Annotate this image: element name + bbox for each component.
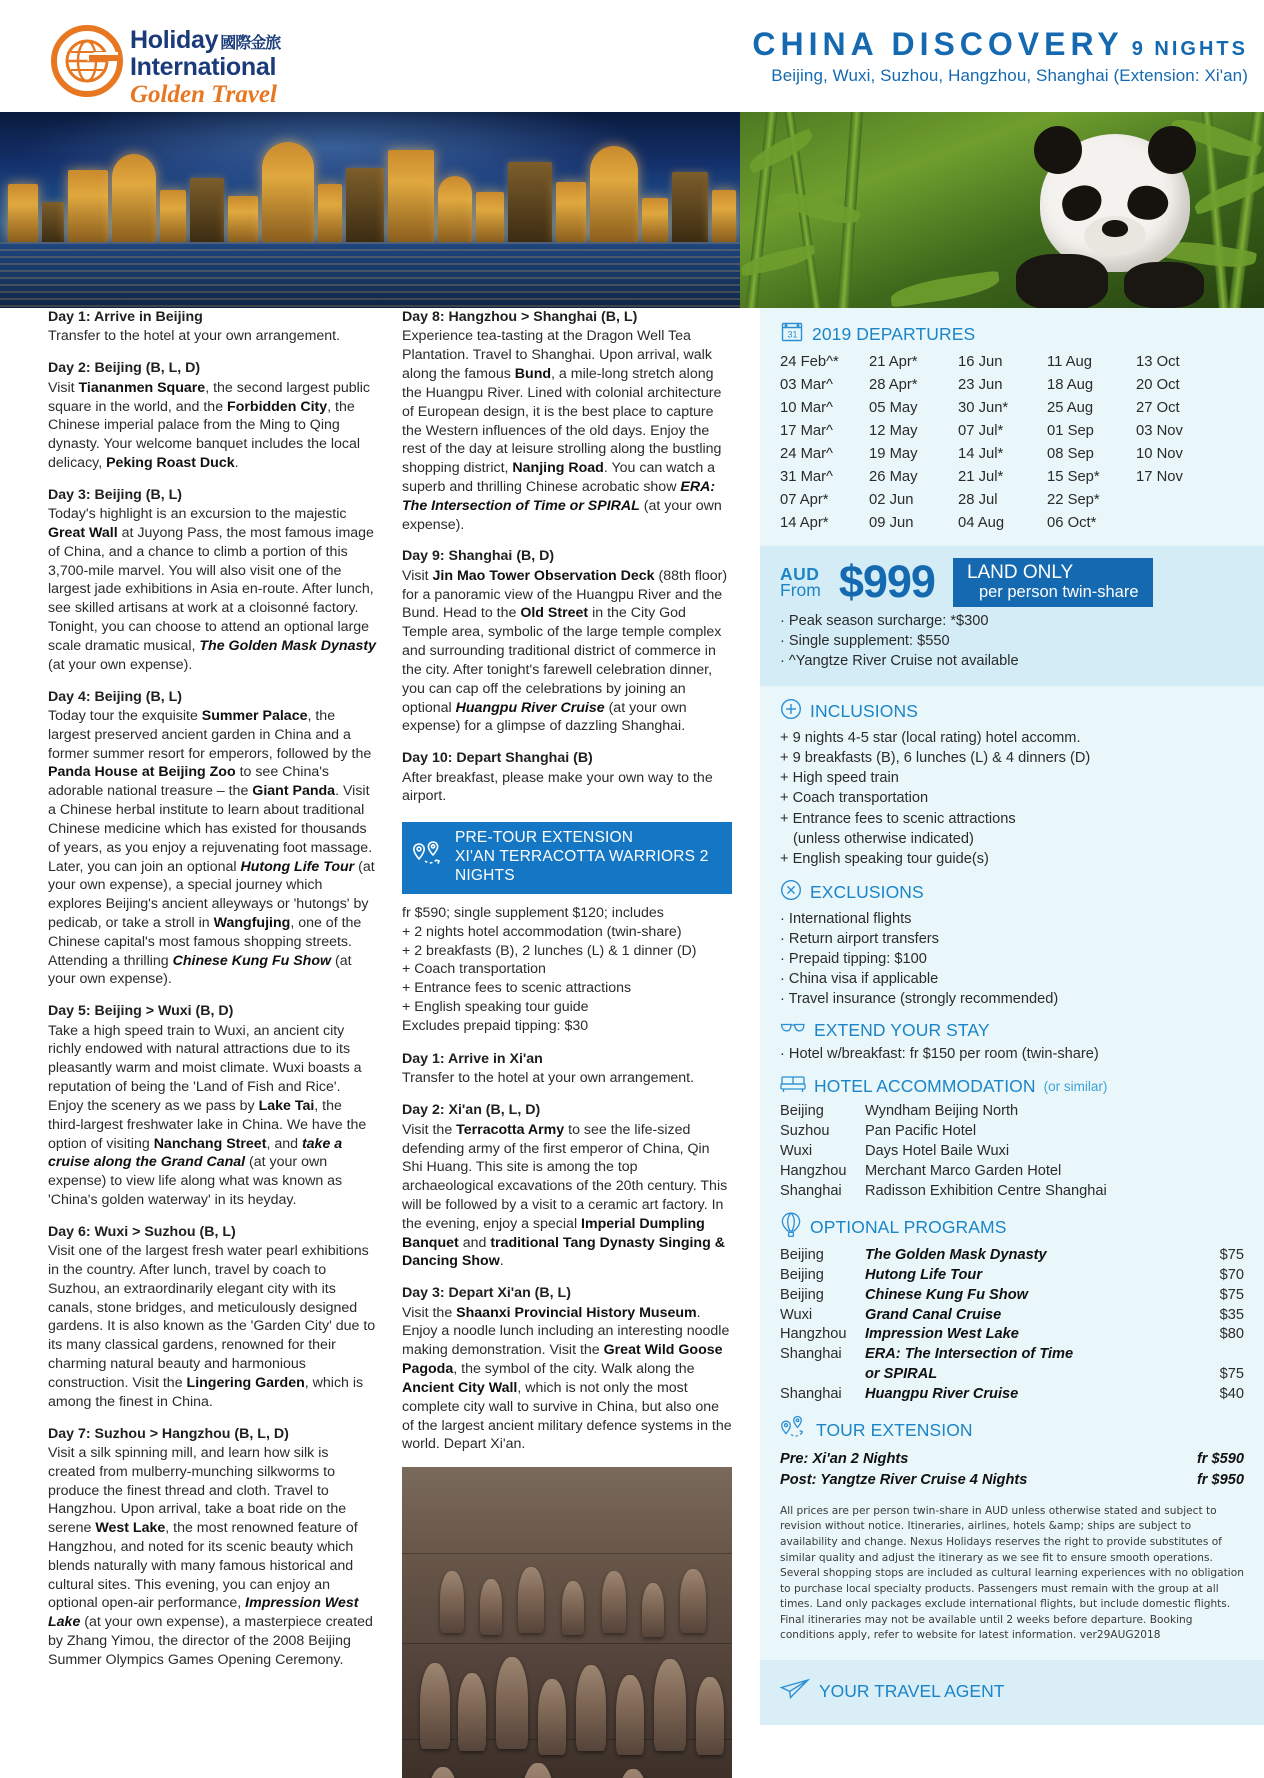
day-body: Visit a silk spinning mill, and learn how silk is created from mulberry-munching silkworms to produce the finest thread and cloth. Travel to Hangzhou. Upon arrival, take a boat ride on the serene West Lake, the most renowned feature of Hangzhou, and noted for its scenic beauty which blends naturally with many famous historical and cultural sites. This evening, you can enjoy an optional open-air performance, Impression West Lake (at your own expense), a masterpiece created by Zhang Yimou, the director of the 2008 Beijing Summer Olympics Games Opening Ceremony. — [48, 1444, 373, 1668]
extension-line: + Entrance fees to scenic attractions — [402, 980, 632, 997]
optional-program-row — [780, 1345, 1244, 1365]
details-panel — [760, 686, 1264, 1660]
extension-day — [402, 1050, 732, 1088]
logo-chinese-text: 國際金旅 — [220, 33, 281, 52]
extension-banner-line2: XI'AN TERRACOTTA WARRIORS 2 NIGHTS — [455, 848, 709, 884]
departures-panel — [760, 308, 1264, 546]
x-circle-icon — [780, 879, 802, 906]
departure-date — [1136, 513, 1225, 536]
hotel-city: Beijing — [780, 1102, 824, 1119]
tour-extension-table — [780, 1449, 1244, 1490]
departures-table — [780, 352, 1225, 536]
extend-stay-heading — [780, 1020, 1244, 1041]
itinerary-day — [402, 749, 732, 806]
day-body: Experience tea-tasting at the Dragon Well Tea Plantation. Travel to Shanghai. Upon arrival, walk along the famous Bund, a mile-long stretch along the Huangpu River. Lined with colonial architecture of European design, it is the best place to capture the Western influences of the old days. Enjoy the rest of the day at leisure strolling along the bustling shopping district, Nanjing Road. You can watch a superb and thrilling Chinese acrobatic show ERA: The Intersection of Time or SPIRAL (at your own expense). — [402, 328, 722, 533]
departures-row — [780, 398, 1225, 421]
extension-price: fr $950 — [1196, 1472, 1244, 1489]
departure-date: 22 Sep* — [1047, 492, 1100, 508]
land-only-line1: LAND ONLY — [966, 562, 1074, 583]
inclusion-item: + 9 breakfasts (B), 6 lunches (L) & 4 dinners (D) — [780, 750, 1091, 767]
departure-date: 20 Oct — [1136, 377, 1180, 393]
giant-panda-photo — [740, 112, 1264, 308]
currency-block — [780, 563, 821, 601]
departures-row — [780, 352, 1225, 375]
program-city: Shanghai — [780, 1386, 842, 1403]
hotel-city: Hangzhou — [780, 1162, 847, 1179]
itinerary-day — [48, 688, 378, 990]
program-city: Beijing — [780, 1246, 824, 1263]
optional-programs-heading — [780, 1212, 1244, 1243]
departure-date: 10 Mar^ — [780, 400, 833, 416]
program-city: Beijing — [780, 1266, 824, 1283]
program-name: The Golden Mask Dynasty — [865, 1246, 1047, 1263]
exclusions-list — [780, 909, 1244, 1010]
program-name: Huangpu River Cruise — [865, 1386, 1019, 1403]
program-price: $80 — [1219, 1326, 1244, 1343]
exclusion-item: · International flights — [780, 910, 912, 927]
optional-program-row — [780, 1306, 1244, 1326]
itinerary-day — [48, 308, 378, 346]
extension-price: fr $590 — [1196, 1451, 1244, 1468]
program-price: $35 — [1219, 1306, 1244, 1323]
panda-head — [1040, 134, 1190, 272]
hotel-row — [780, 1102, 1244, 1122]
day-title: Day 7: Suzhou > Hangzhou (B, L, D) — [48, 1425, 289, 1442]
departure-date: 03 Nov — [1136, 423, 1183, 439]
inclusions-list — [780, 728, 1244, 869]
extend-stay-item: · Hotel w/breakfast: fr $150 per room (twin-share) — [780, 1045, 1099, 1062]
sunglasses-icon — [780, 1020, 806, 1041]
day-title: Day 6: Wuxi > Suzhou (B, L) — [48, 1223, 236, 1240]
optional-program-row — [780, 1246, 1244, 1266]
extension-line: fr $590; single supplement $120; includes — [402, 904, 664, 921]
departure-date: 06 Oct* — [1047, 515, 1097, 531]
day-title: Day 3: Depart Xi'an (B, L) — [402, 1285, 571, 1302]
program-name: ERA: The Intersection of Time — [865, 1346, 1074, 1363]
page-title — [752, 26, 1248, 86]
program-price: $75 — [1219, 1246, 1244, 1263]
optional-program-row — [780, 1385, 1244, 1405]
day-title: Day 4: Beijing (B, L) — [48, 688, 183, 705]
optional-program-row — [780, 1365, 1244, 1385]
departure-date: 07 Apr* — [780, 492, 829, 508]
departures-row — [780, 467, 1225, 490]
departure-date: 21 Jul* — [958, 469, 1004, 485]
departure-date: 10 Nov — [1136, 446, 1183, 462]
info-column-right — [760, 308, 1264, 1725]
itinerary-column-left — [48, 308, 378, 1683]
extension-line: + 2 nights hotel accommodation (twin-share) — [402, 923, 682, 940]
departures-row — [780, 444, 1225, 467]
inclusion-item: (unless otherwise indicated) — [793, 830, 974, 847]
day-title: Day 1: Arrive in Xi'an — [402, 1050, 543, 1067]
inclusions-title: INCLUSIONS — [810, 701, 918, 721]
day-body: Visit Jin Mao Tower Observation Deck (88th floor) for a panoramic view of the Huangpu River and the Bund. Head to the Old Street in the City God Temple area, symbolic of the large temple complex and surrounding traditional district of commerce in the city. After tonight's farewell celebration dinner, you can cap off the celebrations by joining an optional Huangpu River Cruise (at your own expense) for a glimpse of dazzling Shanghai. — [402, 567, 728, 735]
inclusion-item: + Entrance fees to scenic attractions — [780, 810, 1016, 827]
day-body: After breakfast, please make your own way to the airport. — [402, 769, 713, 805]
price-note: · ^Yangtze River Cruise not available — [780, 653, 1019, 670]
program-price — [1192, 1345, 1244, 1365]
travel-agent-title: YOUR TRAVEL AGENT — [819, 1680, 1005, 1701]
price-panel — [760, 546, 1264, 686]
tour-extension-title: TOUR EXTENSION — [816, 1420, 973, 1441]
land-only-line2: per person twin-share — [978, 583, 1139, 602]
hotels-table — [780, 1102, 1244, 1202]
departure-date: 26 May — [869, 469, 918, 485]
tour-nights: 9 NIGHTS — [1131, 38, 1248, 60]
bed-icon — [780, 1074, 806, 1099]
departure-date: 04 Aug — [958, 515, 1005, 531]
day-body: Visit the Terracotta Army to see the life-sized defending army of the first emperor of China, Qin Shi Huang. This site is among the top archaeological excavations of the 20th century. This will be followed by a visit to a ceramic art factory. In the evening, enjoy a special Imperial Dumpling Banquet and traditional Tang Dynasty Singing & Dancing Show. — [402, 1121, 728, 1270]
tour-subtitle: Beijing, Wuxi, Suzhou, Hangzhou, Shanghai (Extension: Xi'an) — [771, 66, 1248, 85]
program-name: Impression West Lake — [865, 1326, 1019, 1343]
extension-line: + English speaking tour guide — [402, 999, 589, 1016]
departure-date: 14 Jul* — [958, 446, 1004, 462]
hotels-heading — [780, 1074, 1244, 1099]
extension-label: Post: Yangtze River Cruise 4 Nights — [780, 1472, 1028, 1489]
departures-heading — [780, 320, 1244, 349]
itinerary-day — [48, 359, 378, 473]
day-body: Visit the Shaanxi Provincial History Museum. Enjoy a noodle lunch including an interesting noodle making demonstration. Visit the Great Wild Goose Pagoda, the symbol of the city. Walk along the Ancient City Wall, which is not only the most complete city wall to survive in China, but also one of the largest ancient military defence systems in the world. Depart Xi'an. — [402, 1304, 732, 1453]
inclusion-item: + High speed train — [780, 770, 899, 787]
day-title: Day 9: Shanghai (B, D) — [402, 548, 555, 565]
hotel-row — [780, 1122, 1244, 1142]
departures-row — [780, 513, 1225, 536]
departure-date: 09 Jun — [869, 515, 914, 531]
departure-date: 28 Jul — [958, 492, 998, 508]
program-city: Beijing — [780, 1286, 824, 1303]
departure-date: 18 Aug — [1047, 377, 1094, 393]
price-note: · Peak season surcharge: *$300 — [780, 613, 989, 630]
departure-date: 21 Apr* — [869, 354, 918, 370]
departures-row — [780, 421, 1225, 444]
day-body: Visit one of the largest fresh water pearl exhibitions in the country. After lunch, travel by coach to Suzhou, an extraordinarily elegant city with its canals, stone bridges, and meticulously designed gardens. It is also known as the 'Garden City' due to its many classical gardens, renowned for their charming natural beauty and harmonious construction. Visit the Lingering Garden, which is among the finest in China. — [48, 1243, 376, 1410]
inclusions-heading — [780, 698, 1244, 725]
svg-text:31: 31 — [787, 329, 798, 340]
itinerary-day — [402, 547, 732, 736]
departure-date: 17 Mar^ — [780, 423, 833, 439]
inclusion-item: + English speaking tour guide(s) — [780, 850, 989, 867]
fineprint-text: All prices are per person twin-share in AUD unless otherwise stated and subject to revision without notice. Itineraries, airlines, hotels &amp; ships are subject to availability and change. Nexus Holidays reserves the right to provide substitutes of similar quality and adjust the itinerary as we see fit to ensure smooth operations. Several shopping stops are included as cultural learning experiences with no obligation to purchase local specialty products. Passengers must remain with the group at all times. Land only packages exclude international flights, but include domestic flights. Final itineraries may not be available until 2 weeks before departure. Booking conditions apply, refer to website for latest information. ver29AUG2018 — [780, 1504, 1244, 1642]
extension-label: Pre: Xi'an 2 Nights — [780, 1451, 909, 1468]
departure-date: 16 Jun — [958, 354, 1003, 370]
day-body: Today tour the exquisite Summer Palace, the largest preserved ancient garden in China and a former summer resort for emperors, followed by the Panda House at Beijing Zoo to see China's adorable national treasure – the Giant Panda. Visit a Chinese herbal institute to learn about traditional Chinese medicine which has existed for thousands of years, as you enjoy a rejuvenating foot massage. Later, you can join an optional Hutong Life Tour (at your own expense), a special journey which explores Beijing's ancient alleyways or 'hutongs' by pedicab, or take a stroll in Wangfujing, one of the Chinese capital's most famous shopping streets. Attending a thrilling Chinese Kung Fu Show (at your own expense). — [48, 708, 375, 988]
departure-date: 12 May — [869, 423, 918, 439]
hotel-name: Merchant Marco Garden Hotel — [865, 1162, 1062, 1179]
day-title: Day 10: Depart Shanghai (B) — [402, 750, 593, 767]
hotel-name: Radisson Exhibition Centre Shanghai — [865, 1182, 1107, 1199]
program-price: $75 — [1219, 1286, 1244, 1303]
tour-extension-row — [780, 1470, 1244, 1491]
program-name: or SPIRAL — [865, 1366, 938, 1383]
day-body: Transfer to the hotel at your own arrangement. — [402, 1070, 695, 1087]
tour-extension-heading — [780, 1415, 1244, 1446]
exclusion-item: · Travel insurance (strongly recommended) — [780, 991, 1059, 1008]
departure-date: 11 Aug — [1047, 354, 1092, 370]
extend-stay-title: EXTEND YOUR STAY — [814, 1019, 990, 1040]
itinerary-day — [48, 1002, 378, 1210]
pre-tour-extension-banner — [402, 822, 732, 894]
departure-date: 24 Mar^ — [780, 446, 833, 462]
program-city: Shanghai — [780, 1346, 842, 1363]
itinerary-column-middle — [402, 308, 732, 1778]
optional-program-row — [780, 1325, 1244, 1345]
paper-plane-icon — [780, 1678, 810, 1705]
price-amount: $999 — [838, 556, 935, 608]
day-title: Day 3: Beijing (B, L) — [48, 486, 183, 503]
map-pin-icon — [412, 840, 446, 875]
day-title: Day 2: Beijing (B, L, D) — [48, 360, 201, 377]
departure-date: 17 Nov — [1136, 469, 1183, 485]
departure-date: 23 Jun — [958, 377, 1003, 393]
program-price: $40 — [1219, 1386, 1244, 1403]
departure-date: 01 Sep — [1047, 423, 1094, 439]
optional-program-row — [780, 1266, 1244, 1286]
extend-stay-list — [780, 1044, 1244, 1064]
itinerary-day — [48, 486, 378, 675]
extension-inclusions-list — [402, 904, 732, 1036]
departure-date: 15 Sep* — [1047, 469, 1100, 485]
extension-day — [402, 1101, 732, 1271]
globe-logo-icon — [48, 22, 126, 100]
hotel-city: Suzhou — [780, 1122, 830, 1139]
page-header — [0, 0, 1264, 112]
price-note: · Single supplement: $550 — [780, 633, 950, 650]
departure-date: 30 Jun* — [958, 400, 1009, 416]
optional-programs-title: OPTIONAL PROGRAMS — [810, 1216, 1007, 1237]
tour-extension-row — [780, 1449, 1244, 1470]
inclusion-item: + 9 nights 4-5 star (local rating) hotel accomm. — [780, 730, 1081, 746]
hotel-city: Shanghai — [780, 1182, 842, 1199]
departure-date: 13 Oct — [1136, 354, 1180, 370]
day-body: Visit Tiananmen Square, the second largest public square in the world, and the Forbidden City, the Chinese imperial palace from the Ming to Qing dynasty. Your welcome banquet includes the local delicacy, Peking Roast Duck. — [48, 379, 371, 471]
program-name: Chinese Kung Fu Show — [865, 1286, 1028, 1303]
program-city: Wuxi — [780, 1306, 813, 1323]
program-name: Hutong Life Tour — [865, 1266, 982, 1283]
departure-date: 31 Mar^ — [780, 469, 833, 485]
shanghai-bund-photo — [0, 112, 740, 308]
extension-line: + Coach transportation — [402, 961, 546, 978]
extension-banner-line1: PRE-TOUR EXTENSION — [455, 829, 634, 847]
hotel-name: Wyndham Beijing North — [865, 1102, 1019, 1119]
hotels-title: HOTEL ACCOMMODATION — [814, 1075, 1036, 1096]
optional-program-row — [780, 1286, 1244, 1306]
tour-title: CHINA DISCOVERY — [752, 26, 1124, 62]
logo-holiday-text: Holiday — [130, 26, 219, 54]
exclusion-item: · Prepaid tipping: $100 — [780, 951, 927, 968]
exclusion-item: · China visa if applicable — [780, 971, 939, 988]
program-price: $70 — [1219, 1266, 1244, 1283]
day-title: Day 5: Beijing > Wuxi (B, D) — [48, 1003, 234, 1020]
departure-date: 02 Jun — [869, 492, 914, 508]
departure-date: 28 Apr* — [869, 377, 918, 393]
hero-images — [0, 112, 1264, 308]
plus-circle-icon — [780, 698, 802, 725]
terracotta-warriors-photo — [402, 1467, 732, 1778]
hotel-name: Pan Pacific Hotel — [865, 1122, 977, 1139]
departure-date: 08 Sep — [1047, 446, 1094, 462]
exclusion-item: · Return airport transfers — [780, 931, 939, 947]
hotel-row — [780, 1182, 1244, 1202]
hot-air-balloon-icon — [780, 1212, 802, 1243]
calendar-icon — [780, 320, 804, 349]
hotel-row — [780, 1142, 1244, 1162]
departure-date: 07 Jul* — [958, 423, 1004, 439]
program-price: $75 — [1219, 1366, 1244, 1383]
departure-date: 19 May — [869, 446, 918, 462]
day-body: Transfer to the hotel at your own arrangement. — [48, 328, 341, 345]
hotels-title-note: (or similar) — [1043, 1078, 1108, 1094]
logo-international-text: International — [130, 52, 277, 81]
day-title: Day 8: Hangzhou > Shanghai (B, L) — [402, 309, 638, 325]
departure-date: 05 May — [869, 400, 918, 416]
land-only-badge — [953, 558, 1153, 607]
travel-agent-panel — [760, 1660, 1264, 1725]
from-label: From — [780, 580, 821, 601]
extension-day — [402, 1284, 732, 1454]
map-pin-route-icon — [780, 1415, 808, 1446]
hotel-city: Wuxi — [780, 1142, 813, 1159]
inclusion-item: + Coach transportation — [780, 790, 929, 807]
itinerary-day — [48, 1425, 378, 1670]
exclusions-title: EXCLUSIONS — [810, 881, 924, 902]
itinerary-day — [402, 308, 732, 534]
price-notes — [780, 612, 1244, 672]
hotel-name: Days Hotel Baile Wuxi — [865, 1142, 1010, 1159]
departure-date: 14 Apr* — [780, 515, 829, 531]
extension-line: + 2 breakfasts (B), 2 lunches (L) & 1 dinner (D) — [402, 942, 697, 959]
departure-date: 03 Mar^ — [780, 377, 833, 393]
departures-title: 2019 DEPARTURES — [812, 324, 976, 344]
day-body: Today's highlight is an excursion to the majestic Great Wall at Juyong Pass, the most famous image of China, and a chance to climb a portion of this 3,700-mile marvel. You will also visit one of the largest jade exhibitions in Asia en-route. After lunch, see skilled artisans at work at a cloisonné factory. Tonight, you can choose to attend an optional large scale dramatic musical, The Golden Mask Dynasty (at your own expense). — [48, 506, 376, 673]
exclusions-heading — [780, 879, 1244, 906]
logo-golden-travel-text: Golden Travel — [130, 80, 277, 108]
departure-date: 24 Feb^* — [780, 354, 839, 370]
departure-date — [1136, 490, 1225, 513]
currency-label: AUD — [780, 563, 820, 584]
hotel-row — [780, 1162, 1244, 1182]
company-logo — [48, 22, 280, 108]
extension-line: Excludes prepaid tipping: $30 — [402, 1018, 589, 1035]
departure-date: 27 Oct — [1136, 400, 1180, 416]
day-body: Take a high speed train to Wuxi, an ancient city richly endowed with natural attractions due to its pleasantly warm and moist climate. Wuxi boasts a reputation of being the 'Land of Fish and Rice'. Enjoy the scenery as we pass by Lake Tai, the third-largest freshwater lake in China. We have the option of visiting Nanchang Street, and take a cruise along the Grand Canal (at your own expense) to view life along what was known as 'China's golden waterway' in its heyday. — [48, 1022, 367, 1208]
departure-date: 25 Aug — [1047, 400, 1094, 416]
travel-agent-heading — [780, 1678, 1244, 1705]
day-title: Day 1: Arrive in Beijing — [48, 309, 203, 325]
optional-programs-table — [780, 1246, 1244, 1406]
program-city — [780, 1365, 865, 1385]
departures-row — [780, 490, 1225, 513]
day-title: Day 2: Xi'an (B, L, D) — [402, 1102, 541, 1119]
program-city: Hangzhou — [780, 1326, 847, 1343]
program-name: Grand Canal Cruise — [865, 1306, 1002, 1323]
itinerary-day — [48, 1223, 378, 1412]
departures-row — [780, 375, 1225, 398]
